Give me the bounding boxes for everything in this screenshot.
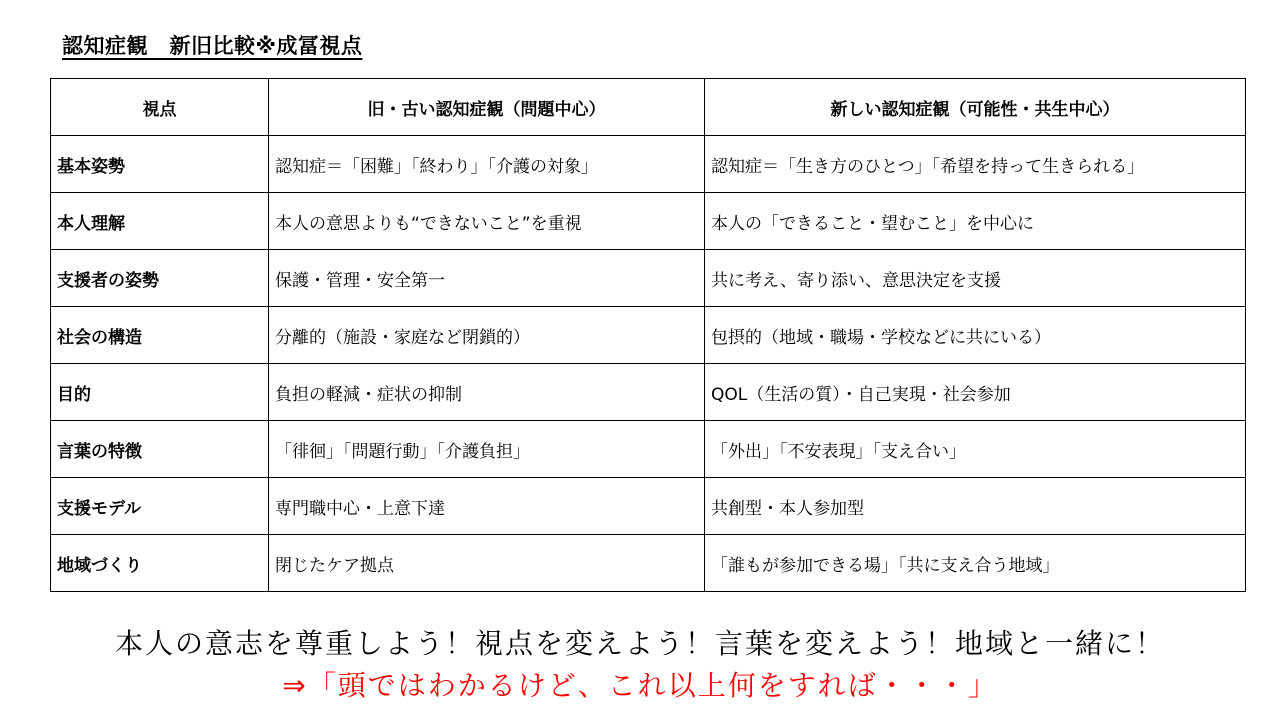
row-label: 支援者の姿勢 bbox=[51, 250, 269, 307]
old-view-cell: 「徘徊」「問題行動」「介護負担」 bbox=[269, 421, 705, 478]
column-header-old-view: 旧・古い認知症観（問題中心） bbox=[269, 79, 705, 136]
new-view-cell: 「外出」「不安表現」「支え合い」 bbox=[705, 421, 1246, 478]
old-view-cell: 分離的（施設・家庭など閉鎖的） bbox=[269, 307, 705, 364]
row-label: 本人理解 bbox=[51, 193, 269, 250]
footer-question: ⇒「頭ではわかるけど、これ以上何をすれば・・・」 bbox=[282, 669, 998, 702]
old-view-cell: 専門職中心・上意下達 bbox=[269, 478, 705, 535]
table-row bbox=[51, 421, 1246, 478]
new-view-cell: 共創型・本人参加型 bbox=[705, 478, 1246, 535]
row-label: 地域づくり bbox=[51, 535, 269, 592]
new-view-cell: 共に考え、寄り添い、意思決定を支援 bbox=[705, 250, 1246, 307]
table-row bbox=[51, 136, 1246, 193]
row-label: 基本姿勢 bbox=[51, 136, 269, 193]
new-view-cell: 認知症＝「生き方のひとつ」「希望を持って生きられる」 bbox=[705, 136, 1246, 193]
comparison-table bbox=[50, 78, 1246, 592]
row-label: 目的 bbox=[51, 364, 269, 421]
table-header-row bbox=[51, 79, 1246, 136]
table-row bbox=[51, 193, 1246, 250]
table-row bbox=[51, 478, 1246, 535]
column-header-new-view: 新しい認知症観（可能性・共生中心） bbox=[705, 79, 1246, 136]
table-row bbox=[51, 535, 1246, 592]
new-view-cell: 本人の「できること・望むこと」を中心に bbox=[705, 193, 1246, 250]
row-label: 言葉の特徴 bbox=[51, 421, 269, 478]
old-view-cell: 閉じたケア拠点 bbox=[269, 535, 705, 592]
row-label: 支援モデル bbox=[51, 478, 269, 535]
table-row bbox=[51, 364, 1246, 421]
old-view-cell: 認知症＝「困難」「終わり」「介護の対象」 bbox=[269, 136, 705, 193]
row-label: 社会の構造 bbox=[51, 307, 269, 364]
column-header-viewpoint: 視点 bbox=[51, 79, 269, 136]
old-view-cell: 保護・管理・安全第一 bbox=[269, 250, 705, 307]
new-view-cell: 「誰もが参加できる場」「共に支え合う地域」 bbox=[705, 535, 1246, 592]
new-view-cell: QOL（生活の質）・自己実現・社会参加 bbox=[705, 364, 1246, 421]
table-row bbox=[51, 307, 1246, 364]
new-view-cell: 包摂的（地域・職場・学校などに共にいる） bbox=[705, 307, 1246, 364]
old-view-cell: 本人の意思よりも“できないこと”を重視 bbox=[269, 193, 705, 250]
footer-message: 本人の意志を尊重しよう！視点を変えよう！言葉を変えよう！地域と一緒に！ bbox=[114, 627, 1165, 660]
page-title: 認知症観 新旧比較※成冨視点 bbox=[62, 34, 363, 58]
table-row bbox=[51, 250, 1246, 307]
old-view-cell: 負担の軽減・症状の抑制 bbox=[269, 364, 705, 421]
